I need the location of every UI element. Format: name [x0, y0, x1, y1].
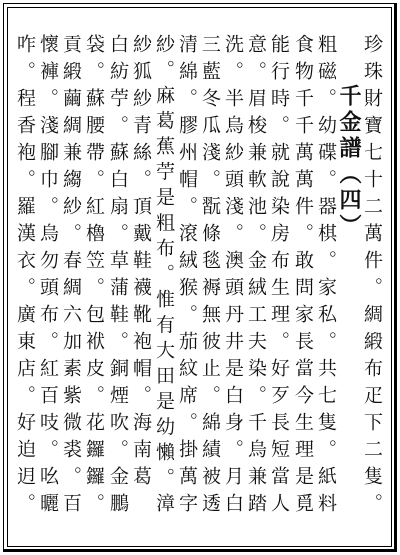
text-column-5: 意。眉梭兼軟池。金絨工夫染。千烏兼踏: [245, 34, 267, 520]
text-column-2: 粗磁。幼碟。器棋。家私。共七隻。紙料: [315, 34, 337, 520]
text-column-11: 白紡苧。蘇白扇。草蒲鞋。銅煙吹。金鵬: [107, 34, 129, 520]
text-column-10: 紗狐紗青絲。頂戴鞋襪靴袍帽。海南葛: [130, 34, 152, 493]
text-column-4: 能行時。就說染房布生理。好歹長短當人: [268, 34, 290, 520]
text-column-13: 貢緞繭綢兼縐紗。春綢六加素紫微裘。百: [60, 34, 82, 520]
text-column-12: 袋。蘇腰帶。紅櫓笠。包袱皮。花鑼鑼。: [83, 34, 105, 520]
text-column-3: 食物千千萬萬件。敢問家長當今生理是覓: [292, 34, 314, 520]
page-title: 千金譜（四）: [336, 84, 362, 240]
text-column-9: 紗。麻葛蕉苧是粗布。惟有大田是幼懶。漳: [153, 34, 175, 519]
text-column-7: 三藍冬瓜淺。翫條毯褥無彼止。綿績被透: [199, 34, 221, 520]
text-column-6: 洗。半烏紗頭淺。澳頭丹井是白身。月白: [222, 34, 244, 520]
text-column-8: 清綿。膠州帽。滾絨猴。茄紋席。掛萬字: [176, 34, 198, 520]
text-column-14: 懷褲。淺腳巾。烏勿頭布。紅百吱。吆曬: [37, 34, 59, 520]
text-column-15: 咋。程香袍。羅漢衣。廣東店。好迫迌。: [14, 34, 36, 520]
text-column-1: 珍珠財寶七十二萬件。綢緞布疋下二隻。: [361, 34, 383, 520]
